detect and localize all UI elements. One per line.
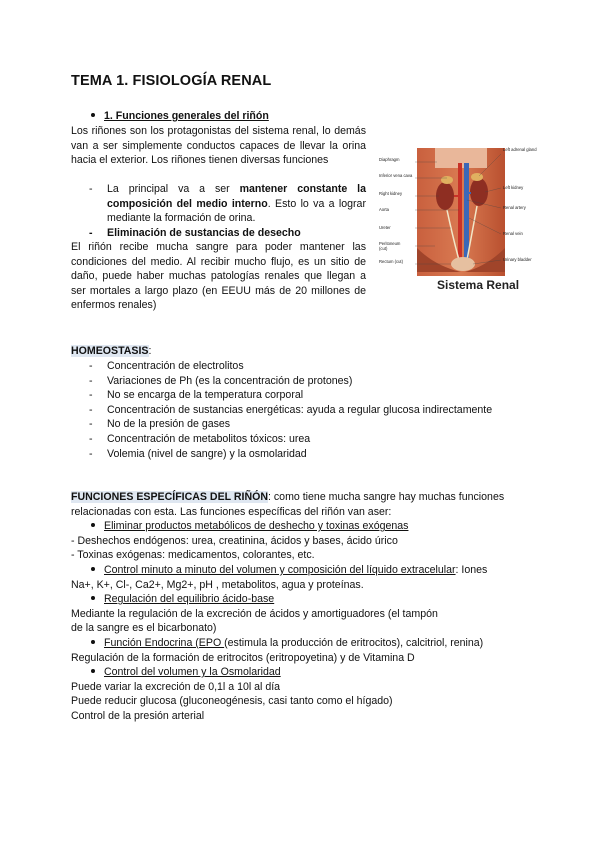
funciones-bullet-1: Eliminar productos metabólicos de deshecho y toxinas exógenas: [71, 519, 531, 534]
funciones-bullet-2: Control minuto a minuto del volumen y composición del líquido extracelular: Iones: [71, 563, 531, 578]
funciones-text: Puede variar la excreción de 0,1l a 10l al día: [71, 680, 281, 693]
bullet-icon: [91, 596, 95, 600]
list-item: - La principal va a ser mantener constante la composición del medio interno. Esto lo va a lograr mediante la formación de orina.: [89, 183, 366, 225]
figure-label: Rectum (cut): [379, 259, 403, 264]
figure-label: Renal vein: [503, 231, 523, 236]
funciones-heading: FUNCIONES ESPECÍFICAS DEL RIÑÓN: [71, 491, 268, 503]
homeostasis-list: [89, 359, 529, 461]
bullet-icon: [91, 640, 95, 644]
section1-paragraph: El riñón recibe mucha sangre para poder mantener las condiciones del medio. Al recibir mucho flujo, es un sitio de daño, puede haber muchas patologías renales que llegan a ser mortales a largo plazo (en EEUU más de 20 millones de enfermos renales): [71, 241, 366, 312]
bullet-icon: [91, 567, 95, 571]
funciones-text: Regulación de la formación de eritrocitos (eritropoyetina) y de Vitamina D: [71, 651, 415, 664]
figure-label: Diaphragm: [379, 157, 400, 162]
page-title: TEMA 1. FISIOLOGÍA RENAL: [71, 73, 272, 89]
list-item: - Concentración de electrolitos: [89, 360, 244, 372]
renal-system-figure: [375, 148, 537, 296]
list-item: - Variaciones de Ph (es la concentración de protones): [89, 374, 353, 387]
funciones-text: Control de la presión arterial: [71, 709, 205, 722]
list-item: - No se encarga de la temperatura corporal: [89, 389, 304, 402]
homeostasis-heading-row: HOMEOSTASIS:: [71, 345, 152, 357]
section1-intro: Los riñones son los protagonistas del sistema renal, lo demás van a ser simplemente conductos capaces de llevar la orina hacia el exterior. Los riñones tienen diversas funciones: [71, 125, 366, 167]
funciones-text: - Deshechos endógenos: urea, creatinina, ácidos y bases, ácido úrico: [71, 534, 398, 547]
figure-label: Peritoneum (cut): [379, 241, 401, 251]
list-item: - No de la presión de gases: [89, 418, 231, 431]
bullet-icon: [91, 113, 95, 117]
funciones-heading-row: FUNCIONES ESPECÍFICAS DEL RIÑÓN: como tiene mucha sangre hay muchas funciones relacionadas con esta. Las funciones específicas del riñón van aser:: [71, 491, 505, 518]
section1-heading: 1. Funciones generales del riñón: [104, 110, 269, 122]
homeostasis-heading: HOMEOSTASIS: [71, 345, 149, 357]
funciones-bullet-5: Control del volumen y la Osmolaridad: [71, 665, 531, 680]
list-item: - Concentración de sustancias energéticas: ayuda a regular glucosa indirectamente: [89, 403, 493, 416]
funciones-text: Na+, K+, Cl-, Ca2+, Mg2+, pH , metabolitos, agua y proteínas.: [71, 578, 364, 591]
figure-caption: Sistema Renal: [437, 278, 520, 292]
figure-label: Ureter: [379, 225, 391, 230]
figure-label: Right kidney: [379, 191, 403, 196]
figure-label: Inferior vena cava: [379, 173, 413, 178]
funciones-text: de la sangre es el bicarbonato): [71, 622, 217, 635]
funciones-bullet-3: Regulación del equilibrio ácido-base: [71, 592, 531, 607]
funciones-section: [71, 490, 531, 724]
figure-label: Renal artery: [503, 205, 526, 210]
bullet-icon: [91, 669, 95, 673]
section1-list: [89, 182, 366, 240]
list-item: - Concentración de metabolitos tóxicos: urea: [89, 432, 311, 445]
figure-label: Urinary bladder: [503, 257, 532, 262]
bullet-icon: [91, 523, 95, 527]
list-item: - Eliminación de sustancias de desecho: [89, 226, 301, 239]
section1-heading-row: [91, 109, 269, 124]
figure-label: Aorta: [379, 207, 390, 212]
funciones-text: Mediante la regulación de la excreción de ácidos y amortiguadores (el tampón: [71, 607, 438, 620]
funciones-text: Puede reducir glucosa (gluconeogénesis, casi tanto como el hígado): [71, 695, 393, 708]
figure-label: Left kidney: [503, 185, 524, 190]
funciones-bullet-4: Función Endocrina (EPO (estimula la producción de eritrocitos), calcitriol, renina): [71, 636, 531, 651]
funciones-text: - Toxinas exógenas: medicamentos, colorantes, etc.: [71, 549, 315, 562]
list-item: - Volemia (nivel de sangre) y la osmolaridad: [89, 447, 307, 460]
figure-label: Left adrenal gland: [503, 147, 537, 152]
